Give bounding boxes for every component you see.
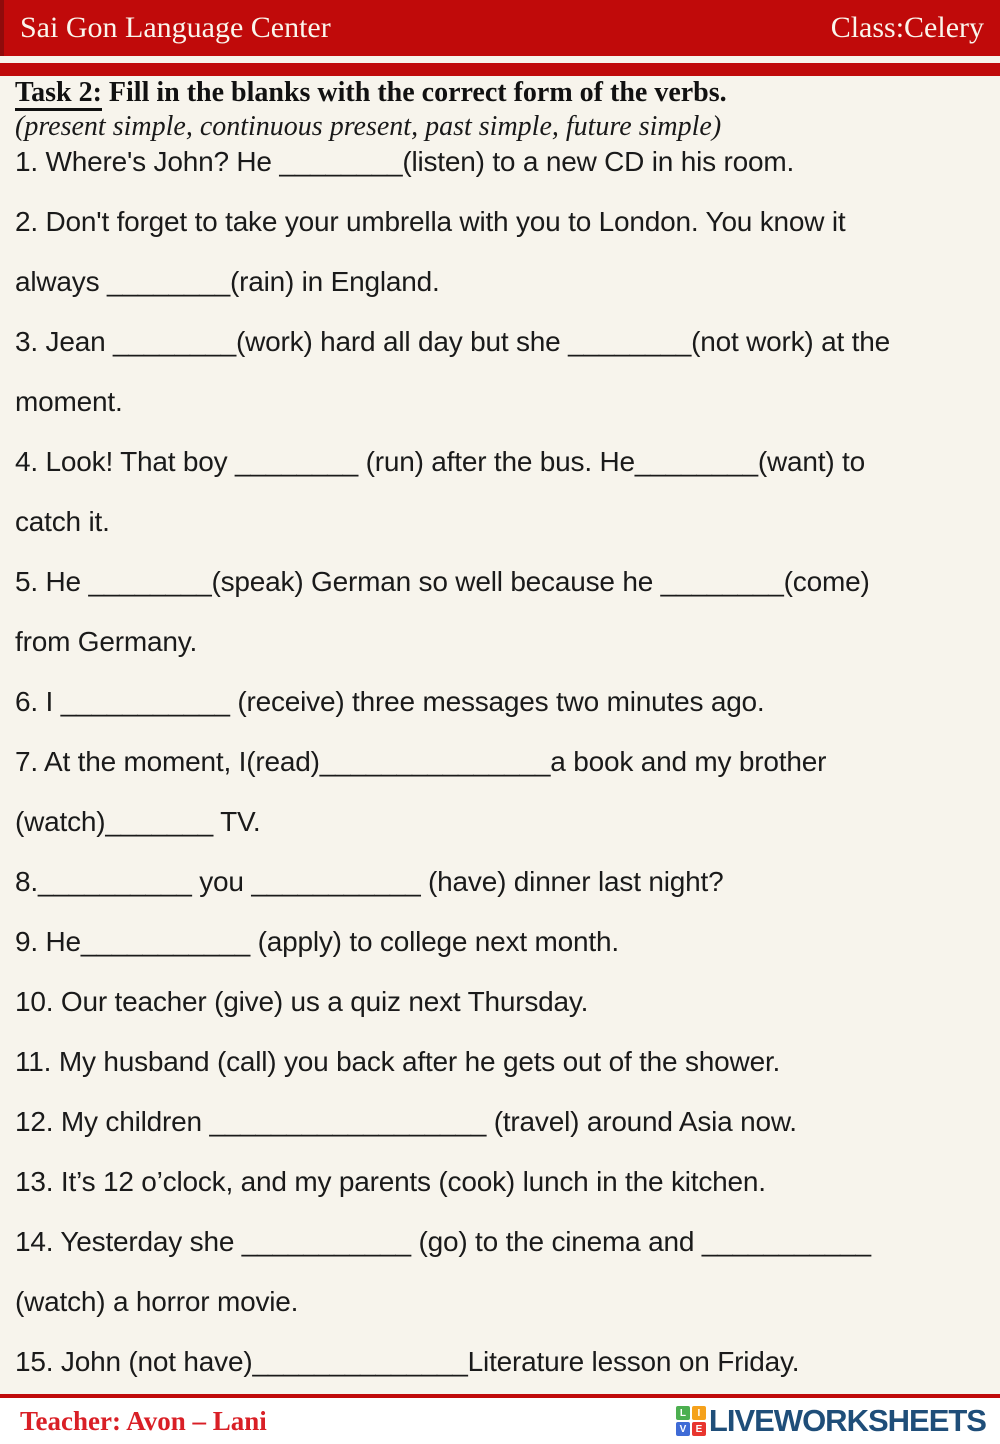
question-line: 3. Jean ________(work) hard all day but she ________(not work) at the [15,326,890,357]
question-line: catch it. [15,506,110,537]
question-line: 12. My children __________________ (travel) around Asia now. [15,1106,797,1137]
logo-letter-l: L [676,1406,690,1420]
question-line: 15. John (not have)______________Literature lesson on Friday. [15,1346,800,1377]
question-line: 14. Yesterday she ___________ (go) to the cinema and ___________ [15,1226,871,1257]
question-line: (watch) a horror movie. [15,1286,299,1317]
question-line: always ________(rain) in England. [15,266,440,297]
question-line: 10. Our teacher (give) us a quiz next Thursday. [15,986,589,1017]
worksheet-body [0,76,1000,1392]
task-tenses-note: (present simple, continuous present, past simple, future simple) [15,111,722,142]
header-divider-gap [0,56,1000,63]
question-line: 7. At the moment, I(read)_______________a book and my brother [15,746,827,777]
task-instruction: Fill in the blanks with the correct form of the verbs. [101,77,727,108]
question-line: moment. [15,386,123,417]
questions [15,132,985,1392]
question-line: 13. It’s 12 o’clock, and my parents (cook) lunch in the kitchen. [15,1166,766,1197]
question-line: 6. I ___________ (receive) three messages two minutes ago. [15,686,765,717]
question-line: 5. He ________(speak) German so well because he ________(come) [15,566,870,597]
footer [0,1394,1000,1444]
question-line: (watch)_______ TV. [15,806,261,837]
question-line: 4. Look! That boy ________ (run) after the bus. He________(want) to [15,446,865,477]
liveworksheets-wordmark: LIVEWORKSHEETS [708,1403,986,1438]
logo-letter-v: V [676,1422,690,1436]
task-heading [15,76,985,110]
question-line: 2. Don't forget to take your umbrella with you to London. You know it [15,206,846,237]
logo-letter-e: E [692,1422,706,1436]
logo-letter-i: I [692,1406,706,1420]
liveworksheets-logo [676,1403,986,1439]
task-label: Task 2: [15,77,102,111]
header-bar [0,0,1000,56]
question-line: 1. Where's John? He ________(listen) to a new CD in his room. [15,146,795,177]
school-title: Sai Gon Language Center [20,11,331,44]
teacher-label: Teacher: Avon – Lani [20,1405,267,1436]
question-line: 8.__________ you ___________ (have) dinner last night? [15,866,724,897]
header-divider-strip [0,63,1000,76]
class-label: Class:Celery [830,11,984,44]
question-line: 9. He___________ (apply) to college next month. [15,926,619,957]
liveworksheets-icon [676,1406,706,1436]
question-line: 11. My husband (call) you back after he gets out of the shower. [15,1046,781,1077]
question-line: from Germany. [15,626,198,657]
